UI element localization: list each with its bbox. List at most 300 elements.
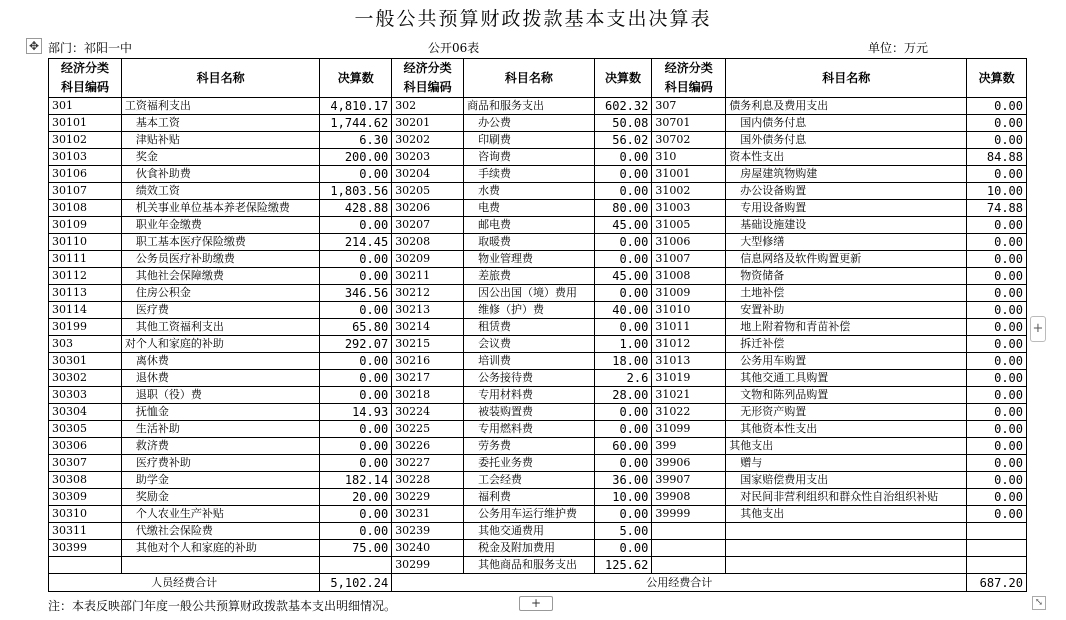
cell-amount: 0.00 [967,132,1027,149]
resize-corner-icon[interactable]: ⤡ [1032,596,1046,610]
cell-code: 30213 [392,302,464,319]
cell-code: 399 [652,438,726,455]
cell-amount: 45.00 [594,217,652,234]
cell-name: 对民间非营利组织和群众性自治组织补贴 [726,489,967,506]
cell-code: 30206 [392,200,464,217]
cell-code: 31099 [652,421,726,438]
cell-name: 差旅费 [464,268,595,285]
cell-code: 30211 [392,268,464,285]
cell-amount: 0.00 [594,319,652,336]
table-number: 公开06表 [428,41,480,55]
cell-name: 抚恤金 [121,404,319,421]
table-row [49,149,1027,166]
cell-amount: 0.00 [967,506,1027,523]
cell-code: 302 [392,98,464,115]
cell-amount: 0.00 [320,251,392,268]
cell-amount: 28.00 [594,387,652,404]
cell-code: 39908 [652,489,726,506]
cell-name: 信息网络及软件购置更新 [726,251,967,268]
table-row [49,472,1027,489]
table-row [49,183,1027,200]
cell-name: 住房公积金 [121,285,319,302]
cell-amount [967,540,1027,557]
header-amount: 决算数 [320,59,392,98]
cell-amount: 0.00 [320,268,392,285]
cell-name: 个人农业生产补贴 [121,506,319,523]
cell-amount: 0.00 [594,421,652,438]
personnel-total-label: 人员经费合计 [49,574,320,592]
cell-amount: 10.00 [594,489,652,506]
cell-name: 其他对个人和家庭的补助 [121,540,319,557]
cell-code: 30111 [49,251,122,268]
cell-amount: 0.00 [967,387,1027,404]
cell-code: 30109 [49,217,122,234]
footnote: 注：本表反映部门年度一般公共预算财政拨款基本支出明细情况。 [48,599,397,613]
cell-amount: 0.00 [967,319,1027,336]
cell-amount: 0.00 [320,370,392,387]
cell-code: 30224 [392,404,464,421]
header-code [652,59,726,98]
totals-row [49,574,1027,592]
cell-name: 工会经费 [464,472,595,489]
cell-amount: 0.00 [967,251,1027,268]
cell-name: 国家赔偿费用支出 [726,472,967,489]
cell-name: 专用设备购置 [726,200,967,217]
cell-code: 30218 [392,387,464,404]
cell-name: 资本性支出 [726,149,967,166]
table-row [49,336,1027,353]
cell-code: 307 [652,98,726,115]
cell-code: 30204 [392,166,464,183]
cell-code [652,523,726,540]
cell-name: 奖励金 [121,489,319,506]
page-title: 一般公共预算财政拨款基本支出决算表 [354,8,712,30]
cell-name: 国内债务付息 [726,115,967,132]
cell-code: 30113 [49,285,122,302]
cell-amount: 125.62 [594,557,652,574]
cell-name: 公务接待费 [464,370,595,387]
cell-name: 生活补助 [121,421,319,438]
cell-code: 30199 [49,319,122,336]
header-code [392,59,464,98]
cell-code: 30207 [392,217,464,234]
cell-code: 30217 [392,370,464,387]
cell-name: 税金及附加费用 [464,540,595,557]
cell-name: 公务用车运行维护费 [464,506,595,523]
cell-amount: 20.00 [320,489,392,506]
header-name: 科目名称 [464,59,595,98]
cell-name: 其他资本性支出 [726,421,967,438]
cell-amount: 40.00 [594,302,652,319]
cell-code: 310 [652,149,726,166]
table-row [49,217,1027,234]
cell-name: 文物和陈列品购置 [726,387,967,404]
cell-code: 30302 [49,370,122,387]
cell-code: 30114 [49,302,122,319]
cell-name: 办公设备购置 [726,183,967,200]
cell-name: 医疗费补助 [121,455,319,472]
cell-amount: 0.00 [320,387,392,404]
cell-name: 其他支出 [726,506,967,523]
header-code-line1: 经济分类 [664,61,713,75]
cell-code: 31006 [652,234,726,251]
cell-amount: 0.00 [967,370,1027,387]
cell-amount: 346.56 [320,285,392,302]
cell-name: 职工基本医疗保险缴费 [121,234,319,251]
header-amount: 决算数 [967,59,1027,98]
cell-amount: 182.14 [320,472,392,489]
table-row [49,404,1027,421]
cell-name: 取暖费 [464,234,595,251]
header-code-line1: 经济分类 [403,61,452,75]
cell-code: 30239 [392,523,464,540]
cell-amount: 0.00 [320,523,392,540]
cell-amount: 1,744.62 [320,115,392,132]
cell-code: 30110 [49,234,122,251]
cell-amount: 0.00 [967,421,1027,438]
cell-amount: 0.00 [594,166,652,183]
cell-code: 30205 [392,183,464,200]
table-row [49,353,1027,370]
cell-amount: 18.00 [594,353,652,370]
cell-name: 工资福利支出 [121,98,319,115]
cell-amount: 1,803.56 [320,183,392,200]
cell-name: 国外债务付息 [726,132,967,149]
cell-code: 31002 [652,183,726,200]
cell-amount: 0.00 [967,489,1027,506]
table-row [49,302,1027,319]
cell-name: 咨询费 [464,149,595,166]
cell-name: 会议费 [464,336,595,353]
cell-amount: 14.93 [320,404,392,421]
cell-name: 其他社会保障缴费 [121,268,319,285]
header-code-line2: 科目编码 [664,80,713,94]
cell-code: 30308 [49,472,122,489]
cell-amount: 0.00 [594,183,652,200]
table-row [49,285,1027,302]
cell-code: 31009 [652,285,726,302]
table-row [49,387,1027,404]
cell-code: 30702 [652,132,726,149]
cell-code: 31013 [652,353,726,370]
cell-name: 其他交通费用 [464,523,595,540]
cell-name: 其他商品和服务支出 [464,557,595,574]
cell-name: 水费 [464,183,595,200]
cell-name: 机关事业单位基本养老保险缴费 [121,200,319,217]
cell-name: 职业年金缴费 [121,217,319,234]
cell-amount: 80.00 [594,200,652,217]
cell-name: 办公费 [464,115,595,132]
cell-amount: 0.00 [594,251,652,268]
cell-code [652,557,726,574]
cell-code: 39907 [652,472,726,489]
cell-code: 30231 [392,506,464,523]
cell-amount: 2.6 [594,370,652,387]
cell-name: 救济费 [121,438,319,455]
cell-code: 30208 [392,234,464,251]
cell-name: 电费 [464,200,595,217]
table-row [49,200,1027,217]
cell-code: 31008 [652,268,726,285]
add-row-plus-icon[interactable]: + [519,596,553,611]
cell-code: 303 [49,336,122,353]
cell-name: 其他工资福利支出 [121,319,319,336]
cell-amount: 0.00 [320,166,392,183]
cell-name: 安置补助 [726,302,967,319]
cell-name: 基础设施建设 [726,217,967,234]
cell-name: 物业管理费 [464,251,595,268]
cell-name: 福利费 [464,489,595,506]
cell-name: 培训费 [464,353,595,370]
department-label: 部门：祁阳一中 [48,41,133,55]
header-code-line2: 科目编码 [403,80,452,94]
cell-code: 31007 [652,251,726,268]
cell-name: 房屋建筑物购建 [726,166,967,183]
cell-amount: 0.00 [967,166,1027,183]
table-row [49,455,1027,472]
table-row [49,489,1027,506]
cell-amount: 0.00 [594,404,652,421]
table-row [49,421,1027,438]
cell-code: 31012 [652,336,726,353]
cell-amount: 0.00 [594,285,652,302]
cell-code: 39999 [652,506,726,523]
cell-amount: 0.00 [967,302,1027,319]
cell-amount: 0.00 [967,472,1027,489]
cell-name: 手续费 [464,166,595,183]
cell-code: 30209 [392,251,464,268]
cell-code: 31011 [652,319,726,336]
cell-code: 31021 [652,387,726,404]
cell-code: 30214 [392,319,464,336]
cell-amount: 0.00 [594,149,652,166]
cell-code: 30216 [392,353,464,370]
cell-amount: 214.45 [320,234,392,251]
cell-name: 被装购置费 [464,404,595,421]
cell-amount: 60.00 [594,438,652,455]
cell-amount: 0.00 [320,455,392,472]
cell-amount: 292.07 [320,336,392,353]
cell-name: 债务利息及费用支出 [726,98,967,115]
cell-name: 离休费 [121,353,319,370]
cell-name: 大型修缮 [726,234,967,251]
cell-name: 退休费 [121,370,319,387]
header-name: 科目名称 [726,59,967,98]
cell-code: 30106 [49,166,122,183]
cell-amount: 75.00 [320,540,392,557]
table-row [49,166,1027,183]
cell-code: 30305 [49,421,122,438]
cell-amount: 5.00 [594,523,652,540]
cell-amount: 0.00 [594,234,652,251]
cell-code: 30701 [652,115,726,132]
cell-amount [320,557,392,574]
cell-code: 30103 [49,149,122,166]
cell-name: 邮电费 [464,217,595,234]
cell-amount: 0.00 [320,506,392,523]
cell-code: 31022 [652,404,726,421]
cell-amount: 45.00 [594,268,652,285]
cell-code: 31019 [652,370,726,387]
cell-code: 30311 [49,523,122,540]
cell-amount: 4,810.17 [320,98,392,115]
add-column-plus-icon[interactable]: + [1030,316,1046,342]
cell-code: 30227 [392,455,464,472]
cell-amount: 0.00 [594,506,652,523]
cell-code: 39906 [652,455,726,472]
cell-name: 基本工资 [121,115,319,132]
cell-amount: 0.00 [967,98,1027,115]
header-name: 科目名称 [121,59,319,98]
cell-amount: 0.00 [320,353,392,370]
cell-name: 代缴社会保险费 [121,523,319,540]
cell-amount: 0.00 [967,353,1027,370]
cell-code: 30226 [392,438,464,455]
table-row [49,506,1027,523]
cell-amount: 428.88 [320,200,392,217]
cell-code: 30399 [49,540,122,557]
cell-code: 31005 [652,217,726,234]
cell-code: 30307 [49,455,122,472]
cell-code: 30240 [392,540,464,557]
cell-amount: 0.00 [967,115,1027,132]
cell-name: 医疗费 [121,302,319,319]
cell-amount: 0.00 [320,302,392,319]
cell-amount: 65.80 [320,319,392,336]
cell-name: 绩效工资 [121,183,319,200]
cell-code: 31003 [652,200,726,217]
table-row [49,370,1027,387]
cell-code: 30306 [49,438,122,455]
cell-code: 301 [49,98,122,115]
move-arrows-icon[interactable]: ✥ [26,38,42,54]
cell-name: 无形资产购置 [726,404,967,421]
table-row [49,132,1027,149]
cell-name: 专用燃料费 [464,421,595,438]
cell-code: 31010 [652,302,726,319]
cell-amount: 84.88 [967,149,1027,166]
cell-name [121,557,319,574]
cell-code: 30303 [49,387,122,404]
table-row [49,438,1027,455]
cell-name: 土地补偿 [726,285,967,302]
public-total-label: 公用经费合计 [392,574,967,592]
cell-code [652,540,726,557]
table-row [49,540,1027,557]
cell-name: 地上附着物和青苗补偿 [726,319,967,336]
cell-amount: 1.00 [594,336,652,353]
cell-code: 31001 [652,166,726,183]
cell-code: 30309 [49,489,122,506]
header-code-line2: 科目编码 [60,80,109,94]
cell-name: 因公出国（境）费用 [464,285,595,302]
cell-name: 其他交通工具购置 [726,370,967,387]
cell-name: 其他支出 [726,438,967,455]
cell-name: 物资储备 [726,268,967,285]
cell-amount: 6.30 [320,132,392,149]
cell-name [726,523,967,540]
cell-code: 30212 [392,285,464,302]
cell-amount: 0.00 [967,404,1027,421]
cell-code: 30229 [392,489,464,506]
cell-code: 30301 [49,353,122,370]
unit-label: 单位：万元 [868,41,929,55]
cell-name: 专用材料费 [464,387,595,404]
cell-amount: 602.32 [594,98,652,115]
cell-amount: 50.08 [594,115,652,132]
cell-name: 公务员医疗补助缴费 [121,251,319,268]
cell-name: 奖金 [121,149,319,166]
cell-amount: 0.00 [967,234,1027,251]
cell-code: 30310 [49,506,122,523]
cell-code: 30203 [392,149,464,166]
cell-amount: 0.00 [967,336,1027,353]
header-amount: 决算数 [594,59,652,98]
cell-code: 30101 [49,115,122,132]
cell-amount: 0.00 [320,421,392,438]
table-row [49,251,1027,268]
cell-code: 30102 [49,132,122,149]
cell-name: 退职（役）费 [121,387,319,404]
cell-code: 30108 [49,200,122,217]
cell-name [726,540,967,557]
table-row [49,234,1027,251]
cell-name: 津贴补贴 [121,132,319,149]
cell-code: 30225 [392,421,464,438]
cell-name: 委托业务费 [464,455,595,472]
table-row [49,523,1027,540]
cell-amount: 0.00 [967,455,1027,472]
public-total-value: 687.20 [967,574,1027,592]
table-row [49,557,1027,574]
header-code-line1: 经济分类 [60,61,109,75]
cell-name: 劳务费 [464,438,595,455]
cell-name: 商品和服务支出 [464,98,595,115]
cell-name: 印刷费 [464,132,595,149]
table-row [49,115,1027,132]
expenditure-table [48,58,1027,592]
cell-code: 30304 [49,404,122,421]
cell-amount: 0.00 [594,455,652,472]
cell-amount: 74.88 [967,200,1027,217]
cell-amount [967,557,1027,574]
cell-amount: 0.00 [594,540,652,557]
cell-name: 公务用车购置 [726,353,967,370]
cell-code: 30107 [49,183,122,200]
cell-code: 30215 [392,336,464,353]
cell-name [726,557,967,574]
cell-amount: 36.00 [594,472,652,489]
cell-code: 30201 [392,115,464,132]
cell-amount: 0.00 [320,438,392,455]
cell-code: 30202 [392,132,464,149]
cell-name: 租赁费 [464,319,595,336]
cell-amount: 200.00 [320,149,392,166]
cell-code: 30299 [392,557,464,574]
cell-amount: 56.02 [594,132,652,149]
header-code [49,59,122,98]
cell-name: 拆迁补偿 [726,336,967,353]
cell-code [49,557,122,574]
cell-amount: 0.00 [320,217,392,234]
table-row [49,319,1027,336]
personnel-total-value: 5,102.24 [320,574,392,592]
cell-name: 对个人和家庭的补助 [121,336,319,353]
cell-code: 30228 [392,472,464,489]
cell-code: 30112 [49,268,122,285]
cell-amount: 0.00 [967,285,1027,302]
cell-amount: 0.00 [967,268,1027,285]
